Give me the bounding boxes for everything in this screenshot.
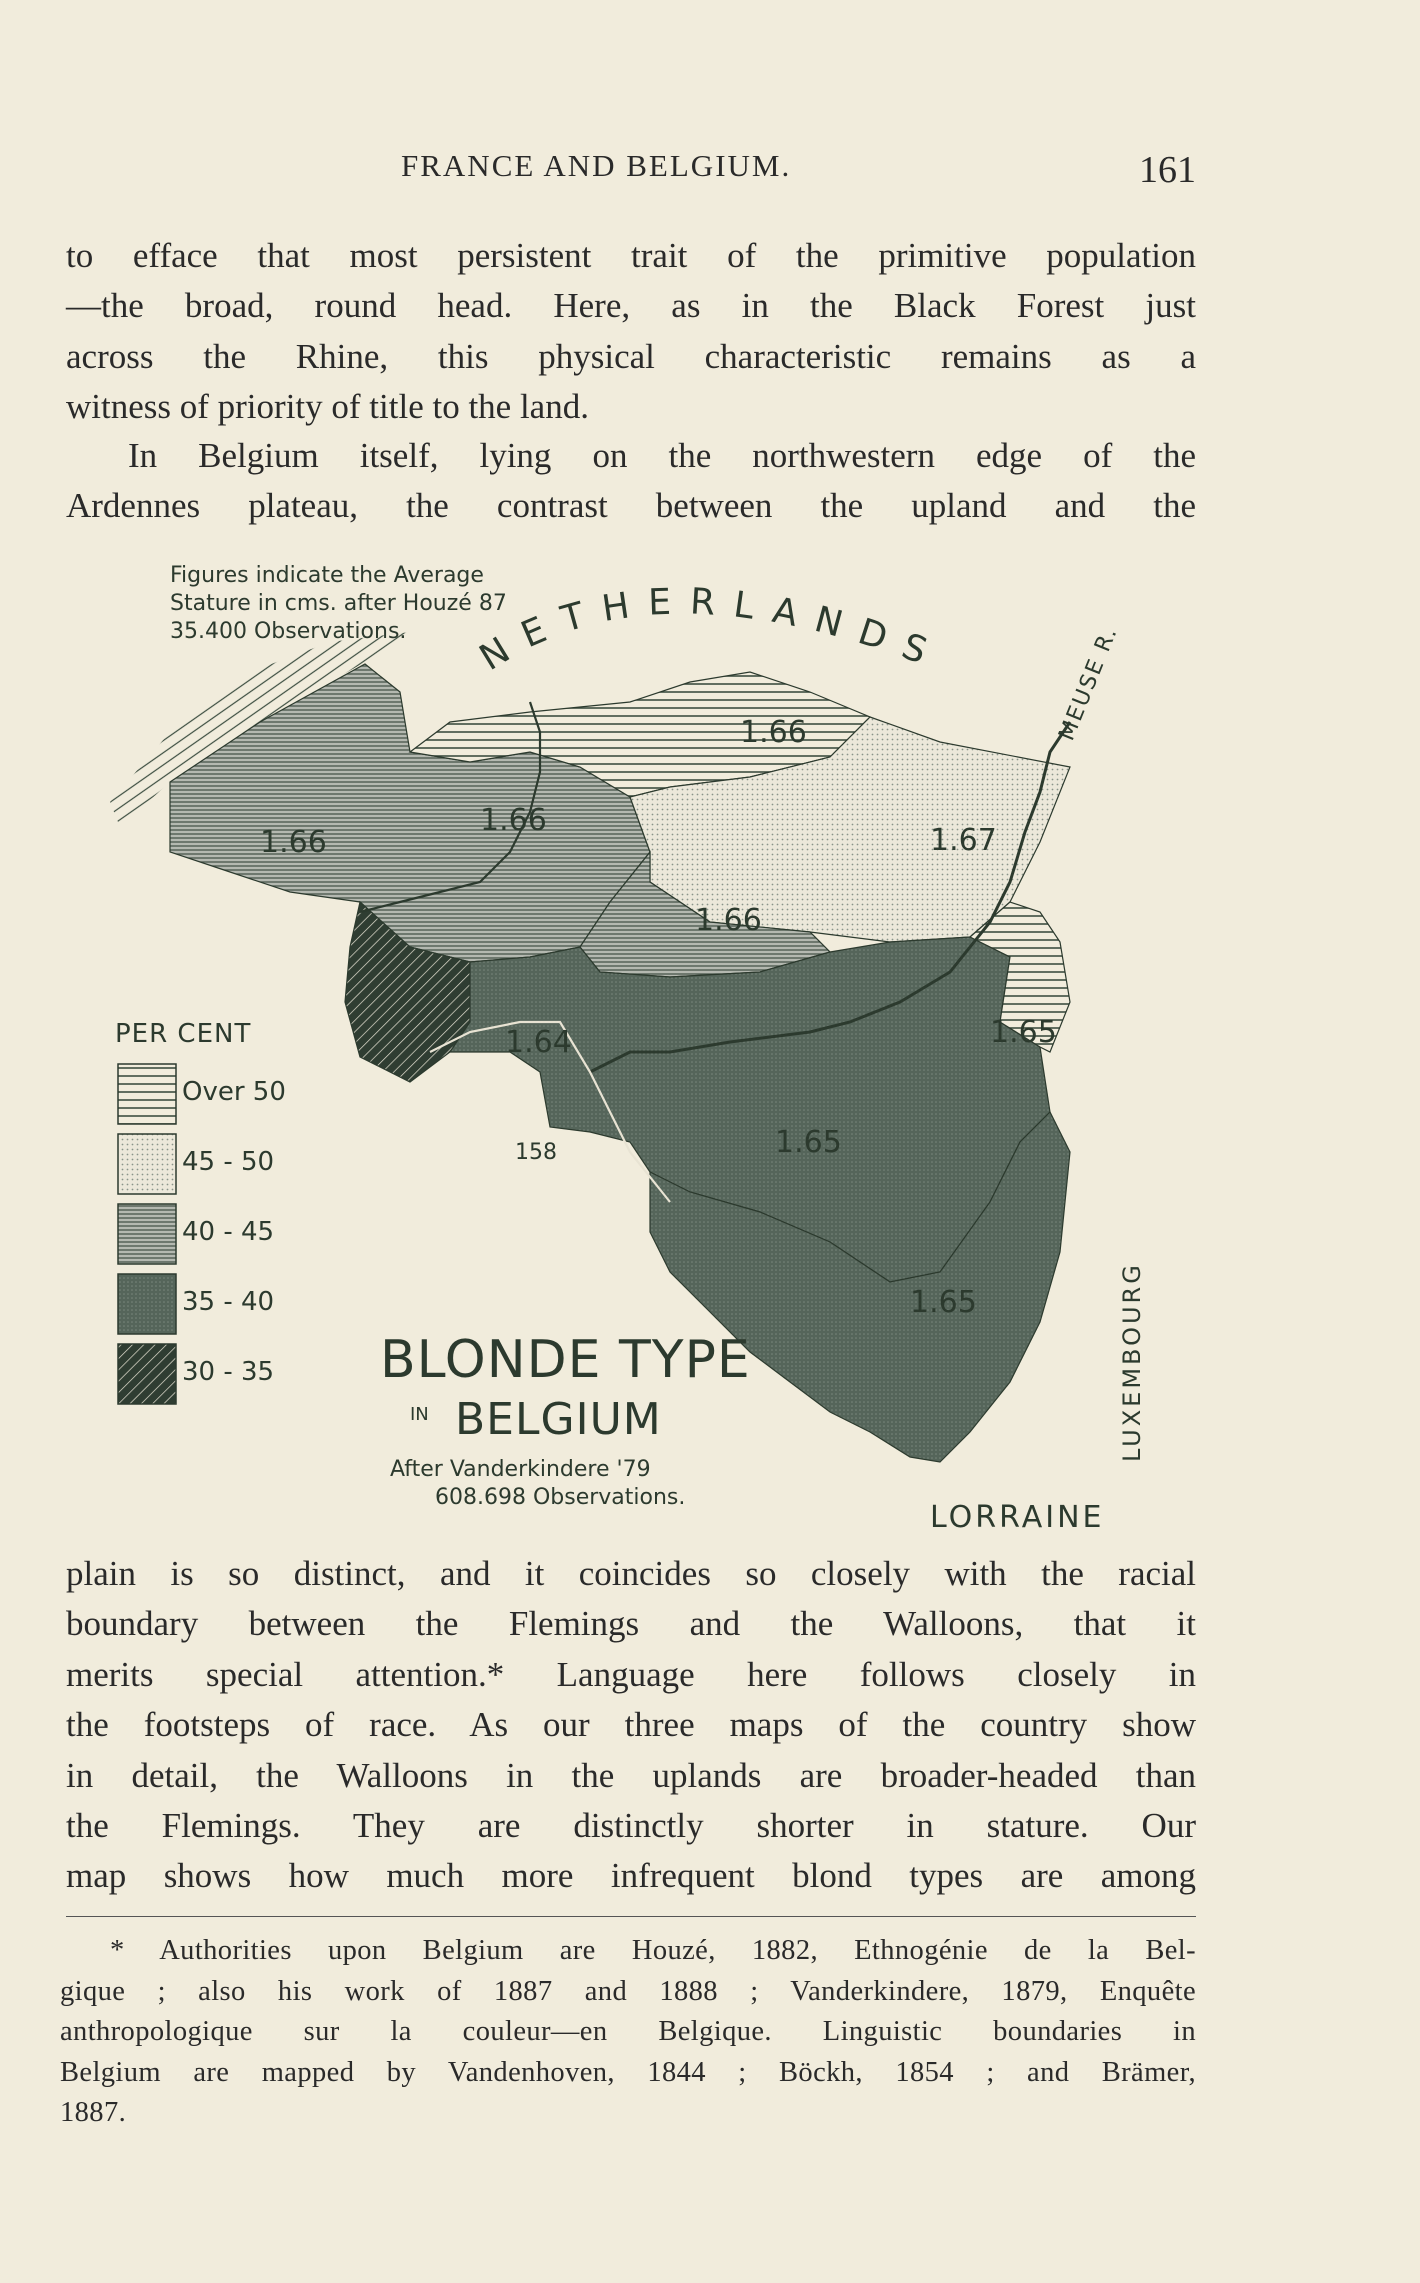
stature-value: 1.65 bbox=[990, 1015, 1057, 1050]
stature-value: 1.66 bbox=[260, 825, 327, 860]
legend-label-35-40: 35 - 40 bbox=[182, 1287, 275, 1317]
stature-value: 158 bbox=[515, 1140, 557, 1165]
legend-label-30-35: 30 - 35 bbox=[182, 1357, 275, 1387]
paragraph-after-map bbox=[66, 1549, 1196, 1902]
stature-value: 1.65 bbox=[775, 1125, 842, 1160]
paragraph-continued bbox=[66, 231, 1196, 433]
legend-swatch-35-40 bbox=[118, 1274, 176, 1334]
map-credit: 608.698 Observations. bbox=[435, 1485, 686, 1510]
legend-title: PER CENT bbox=[115, 1019, 252, 1049]
text-line: Ardennes plateau, the contrast between the upland and the bbox=[66, 486, 1196, 526]
text-line: In Belgium itself, lying on the northwestern edge of the bbox=[128, 436, 1196, 475]
text-line: to efface that most persistent trait of the primitive population bbox=[66, 236, 1196, 275]
text-line: map shows how much more infrequent blond types are among bbox=[66, 1856, 1196, 1896]
legend-swatch-30-35 bbox=[118, 1344, 176, 1404]
text-line: the footsteps of race. As our three maps of the country show bbox=[66, 1705, 1196, 1745]
text-line: the Flemings. They are distinctly shorter in stature. Our bbox=[66, 1806, 1196, 1846]
text-line: witness of priority of title to the land. bbox=[66, 387, 589, 427]
footnote-line: gique ; also his work of 1887 and 1888 ; Vanderkindere, 1879, Enquête bbox=[60, 1975, 1196, 2007]
map-title: BLONDE TYPE bbox=[380, 1330, 751, 1390]
netherlands-label: NETHERLANDS bbox=[472, 581, 950, 679]
paragraph-belgium bbox=[66, 431, 1196, 532]
map-note-line: 35.400 Observations. bbox=[170, 619, 407, 644]
lorraine-label: LORRAINE bbox=[930, 1500, 1105, 1535]
blonde-type-map bbox=[110, 552, 1165, 1544]
footnote-rule bbox=[66, 1916, 1196, 1917]
map-note-line: Figures indicate the Average bbox=[170, 563, 484, 588]
page-number: 161 bbox=[1139, 149, 1196, 191]
legend-swatch-over-50 bbox=[118, 1064, 176, 1124]
legend-label-40-45: 40 - 45 bbox=[182, 1217, 275, 1247]
map-note-line: Stature in cms. after Houzé 87 bbox=[170, 591, 507, 616]
map-title-belgium: BELGIUM bbox=[455, 1394, 662, 1445]
running-title: FRANCE AND BELGIUM. bbox=[401, 148, 792, 183]
footnote bbox=[60, 1931, 1196, 2134]
text-line: —the broad, round head. Here, as in the Black Forest just bbox=[66, 286, 1196, 326]
footnote-line: 1887. bbox=[60, 2097, 127, 2128]
text-line: plain is so distinct, and it coincides so closely with the racial bbox=[66, 1554, 1196, 1593]
running-head bbox=[66, 148, 1196, 191]
footnote-line: anthropologique sur la couleur—en Belgique. Linguistic boundaries in bbox=[60, 2016, 1196, 2047]
stature-value: 1.67 bbox=[930, 823, 997, 858]
map-credit: After Vanderkindere '79 bbox=[390, 1457, 651, 1482]
stature-value: 1.66 bbox=[480, 803, 547, 838]
luxembourg-label: LUXEMBOURG bbox=[1118, 1262, 1146, 1462]
stature-value: 1.66 bbox=[695, 903, 762, 938]
stature-value: 1.64 bbox=[505, 1025, 572, 1060]
footnote-line: * Authorities upon Belgium are Houzé, 1882, Ethnogénie de la Bel- bbox=[110, 1935, 1196, 1966]
legend-label-over-50: Over 50 bbox=[182, 1077, 286, 1107]
footnote-line: Belgium are mapped by Vandenhoven, 1844 ; Böckh, 1854 ; and Brämer, bbox=[60, 2056, 1196, 2088]
legend-label-45-50: 45 - 50 bbox=[182, 1147, 275, 1177]
text-line: boundary between the Flemings and the Walloons, that it bbox=[66, 1604, 1196, 1644]
stature-value: 1.65 bbox=[910, 1285, 977, 1320]
legend-swatch-45-50 bbox=[118, 1134, 176, 1194]
map-figure bbox=[110, 552, 1165, 1544]
text-line: across the Rhine, this physical characteristic remains as a bbox=[66, 336, 1196, 376]
meuse-label: MEUSE R. bbox=[1054, 622, 1124, 745]
legend-swatch-40-45 bbox=[118, 1204, 176, 1264]
text-line: merits special attention.* Language here follows closely in bbox=[66, 1654, 1196, 1694]
stature-value: 1.66 bbox=[740, 715, 807, 750]
map-title-in: IN bbox=[410, 1404, 429, 1425]
text-line: in detail, the Walloons in the uplands are broader-headed than bbox=[66, 1755, 1196, 1795]
